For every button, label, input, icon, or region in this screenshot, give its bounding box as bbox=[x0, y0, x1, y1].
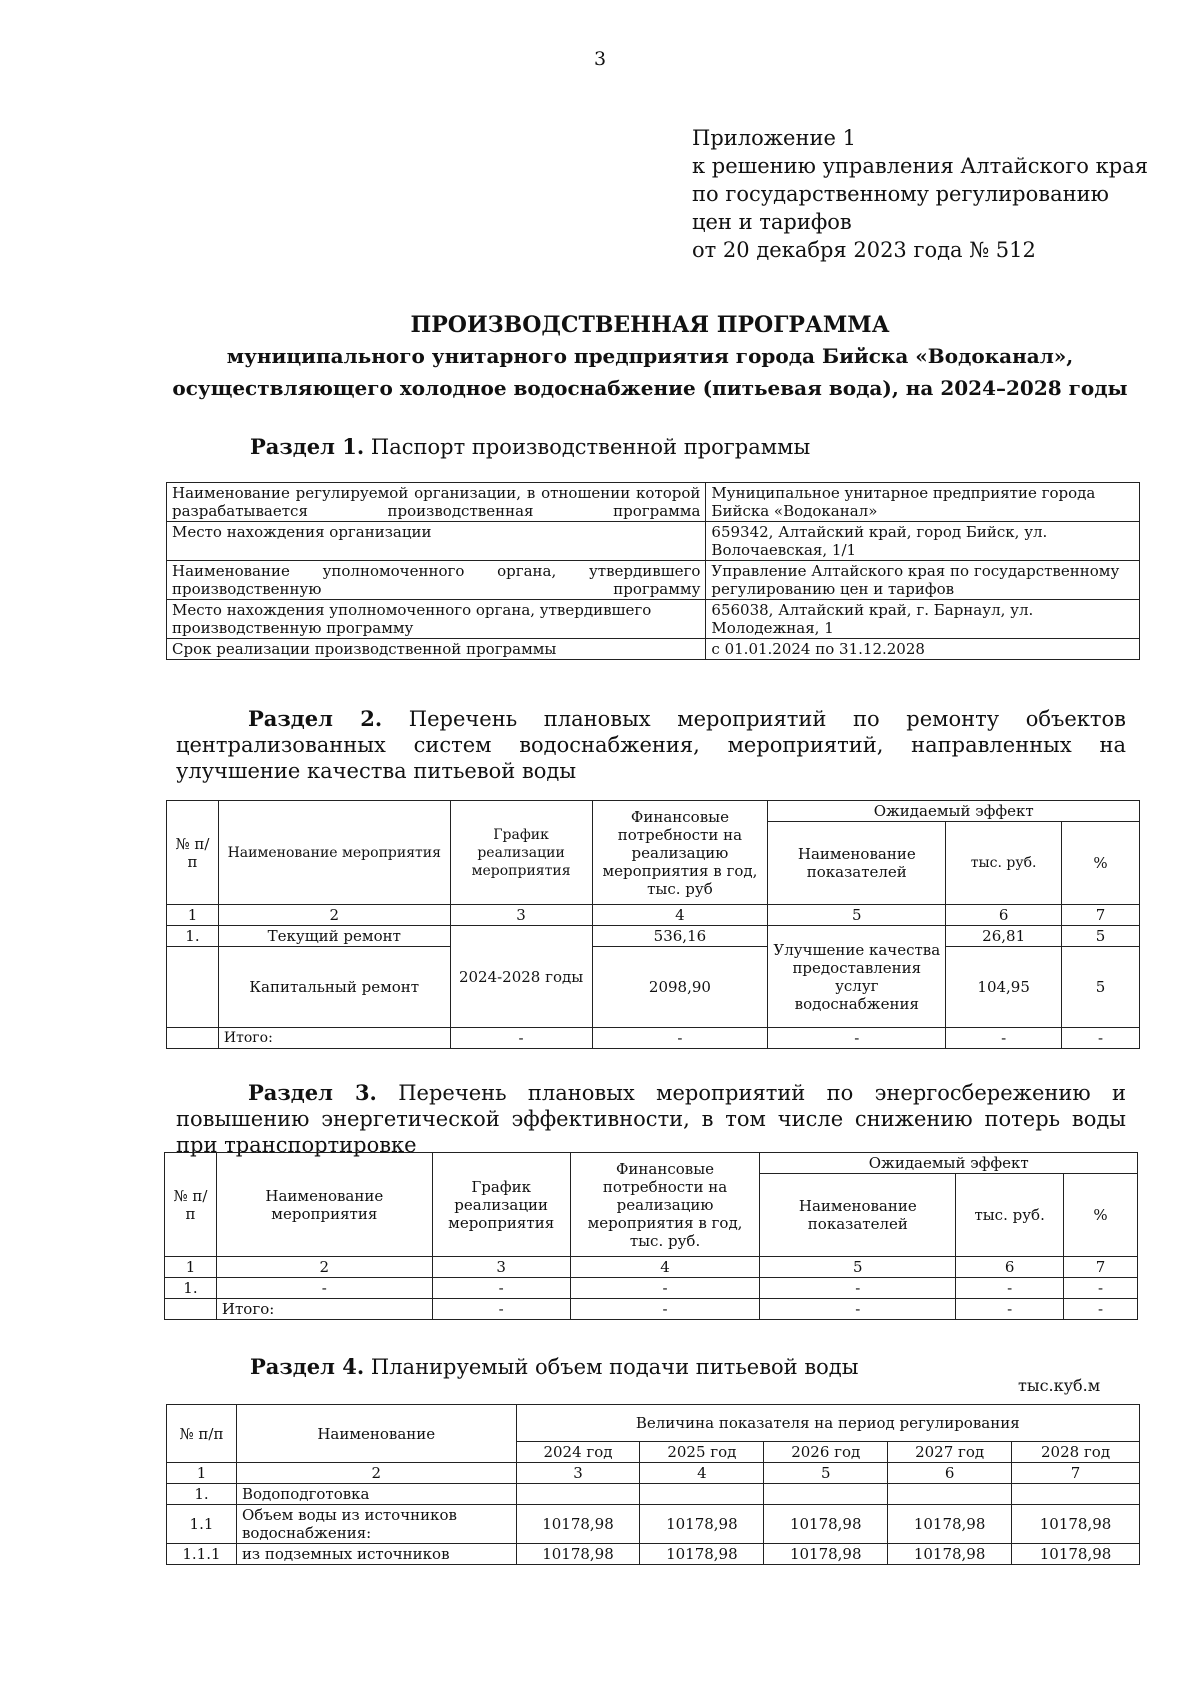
row-finance: - bbox=[570, 1278, 760, 1299]
header-name: Наименование мероприятия bbox=[218, 801, 450, 905]
header-year: 2026 год bbox=[764, 1442, 888, 1463]
section2-label: Раздел 2. bbox=[248, 706, 383, 731]
table-row bbox=[167, 639, 1140, 660]
header-num: № п/п bbox=[165, 1153, 217, 1257]
passport-key: Наименование регулируемой организации, в отношении которой разрабатывается производственная программа bbox=[167, 483, 706, 522]
table-row bbox=[167, 1505, 1140, 1544]
section1-label: Раздел 1. bbox=[250, 434, 365, 459]
header-effect: Ожидаемый эффект bbox=[768, 801, 1140, 822]
energy-measures-table bbox=[164, 1152, 1138, 1320]
appendix-block bbox=[692, 124, 1148, 264]
table-row bbox=[167, 947, 1140, 1028]
section3-text: Перечень плановых мероприятий по энергосбережению и повышению энергетической эффективности, в том числе снижению потерь воды при транспортировке bbox=[176, 1081, 1126, 1157]
row-value: 10178,98 bbox=[764, 1544, 888, 1565]
row-value bbox=[764, 1484, 888, 1505]
section1-heading bbox=[250, 434, 810, 460]
row-percent: 5 bbox=[1062, 947, 1140, 1028]
col-number: 4 bbox=[570, 1257, 760, 1278]
col-number: 2 bbox=[216, 1257, 432, 1278]
header-num: № п/п bbox=[167, 801, 219, 905]
repair-measures-table bbox=[166, 800, 1140, 1049]
appendix-line: по государственному регулированию bbox=[692, 182, 1109, 206]
passport-value: 656038, Алтайский край, г. Барнаул, ул. Молодежная, 1 bbox=[706, 600, 1140, 639]
table-header-row bbox=[165, 1153, 1138, 1174]
passport-value: Управление Алтайского края по государственному регулированию цен и тарифов bbox=[706, 561, 1140, 600]
row-name: Объем воды из источников водоснабжения: bbox=[236, 1505, 516, 1544]
row-thousand: - bbox=[956, 1278, 1064, 1299]
table-row bbox=[165, 1278, 1138, 1299]
total-percent: - bbox=[1062, 1028, 1140, 1049]
row-thousand: 26,81 bbox=[946, 926, 1062, 947]
row-value bbox=[888, 1484, 1012, 1505]
passport-value: Муниципальное унитарное предприятие города Бийска «Водоканал» bbox=[706, 483, 1140, 522]
row-percent: 5 bbox=[1062, 926, 1140, 947]
header-finance: Финансовые потребности на реализацию мероприятия в год, тыс. руб. bbox=[570, 1153, 760, 1257]
col-number: 3 bbox=[516, 1463, 640, 1484]
table-row bbox=[167, 1484, 1140, 1505]
appendix-line: Приложение 1 bbox=[692, 126, 856, 150]
col-number: 5 bbox=[768, 905, 946, 926]
col-number: 7 bbox=[1012, 1463, 1140, 1484]
passport-table bbox=[166, 482, 1140, 660]
header-name: Наименование bbox=[236, 1405, 516, 1463]
row-schedule: 2024-2028 годы bbox=[450, 926, 592, 1028]
row-value bbox=[1012, 1484, 1140, 1505]
table-header-row bbox=[167, 1405, 1140, 1442]
table-row bbox=[167, 483, 1140, 522]
row-num: 1. bbox=[167, 1484, 237, 1505]
row-indicator: Улучшение качества предоставления услуг водоснабжения bbox=[768, 926, 946, 1028]
row-num: 1.1.1 bbox=[167, 1544, 237, 1565]
col-number: 4 bbox=[640, 1463, 764, 1484]
header-schedule: График реализации мероприятия bbox=[450, 801, 592, 905]
table-row bbox=[167, 522, 1140, 561]
row-indicator: - bbox=[760, 1278, 956, 1299]
row-name: Капитальный ремонт bbox=[218, 947, 450, 1028]
total-thousand: - bbox=[956, 1299, 1064, 1320]
row-finance: 536,16 bbox=[592, 926, 768, 947]
row-value bbox=[640, 1484, 764, 1505]
water-supply-volume-table bbox=[166, 1404, 1140, 1565]
passport-key: Место нахождения уполномоченного органа, утвердившего производственную программу bbox=[167, 600, 706, 639]
total-schedule: - bbox=[450, 1028, 592, 1049]
row-percent: - bbox=[1064, 1278, 1138, 1299]
section2-text: Перечень плановых мероприятий по ремонту объектов централизованных систем водоснабжения, мероприятий, направленных на улучшение качества питьевой воды bbox=[176, 707, 1126, 783]
row-value: 10178,98 bbox=[516, 1544, 640, 1565]
column-number-row bbox=[167, 905, 1140, 926]
col-number: 5 bbox=[764, 1463, 888, 1484]
header-period: Величина показателя на период регулирования bbox=[516, 1405, 1139, 1442]
table-row bbox=[167, 561, 1140, 600]
section4-heading bbox=[250, 1354, 858, 1380]
title-line-2: муниципального унитарного предприятия города Бийска «Водоканал», bbox=[226, 344, 1074, 368]
total-indicator: - bbox=[760, 1299, 956, 1320]
row-num: 1. bbox=[165, 1278, 217, 1299]
header-percent: % bbox=[1062, 822, 1140, 905]
row-name: из подземных источников bbox=[236, 1544, 516, 1565]
total-num bbox=[167, 1028, 219, 1049]
col-number: 7 bbox=[1064, 1257, 1138, 1278]
row-value: 10178,98 bbox=[516, 1505, 640, 1544]
document-title bbox=[120, 310, 1180, 404]
header-thousand: тыс. руб. bbox=[946, 822, 1062, 905]
row-name: - bbox=[216, 1278, 432, 1299]
section2-heading bbox=[176, 706, 1126, 784]
section4-text: Планируемый объем подачи питьевой воды bbox=[370, 1355, 859, 1379]
row-name: Водоподготовка bbox=[236, 1484, 516, 1505]
unit-label: тыс.куб.м bbox=[1018, 1376, 1101, 1395]
section4-label: Раздел 4. bbox=[250, 1354, 365, 1379]
table-row bbox=[167, 926, 1140, 947]
row-value: 10178,98 bbox=[640, 1505, 764, 1544]
col-number: 6 bbox=[946, 905, 1062, 926]
row-num: 1.1 bbox=[167, 1505, 237, 1544]
header-schedule: График реализации мероприятия bbox=[432, 1153, 570, 1257]
header-name: Наименование мероприятия bbox=[216, 1153, 432, 1257]
section3-label: Раздел 3. bbox=[248, 1080, 377, 1105]
header-year: 2024 год bbox=[516, 1442, 640, 1463]
col-number: 5 bbox=[760, 1257, 956, 1278]
total-finance: - bbox=[592, 1028, 768, 1049]
table-header-row bbox=[167, 801, 1140, 822]
header-effect: Ожидаемый эффект bbox=[760, 1153, 1138, 1174]
row-thousand: 104,95 bbox=[946, 947, 1062, 1028]
header-year: 2027 год bbox=[888, 1442, 1012, 1463]
total-label: Итого: bbox=[218, 1028, 450, 1049]
table-row bbox=[167, 1544, 1140, 1565]
header-percent: % bbox=[1064, 1174, 1138, 1257]
col-number: 2 bbox=[236, 1463, 516, 1484]
col-number: 1 bbox=[165, 1257, 217, 1278]
row-value: 10178,98 bbox=[1012, 1505, 1140, 1544]
total-percent: - bbox=[1064, 1299, 1138, 1320]
header-finance: Финансовые потребности на реализацию мероприятия в год, тыс. руб bbox=[592, 801, 768, 905]
col-number: 6 bbox=[956, 1257, 1064, 1278]
total-thousand: - bbox=[946, 1028, 1062, 1049]
total-schedule: - bbox=[432, 1299, 570, 1320]
col-number: 1 bbox=[167, 905, 219, 926]
total-finance: - bbox=[570, 1299, 760, 1320]
row-value: 10178,98 bbox=[1012, 1544, 1140, 1565]
row-value bbox=[516, 1484, 640, 1505]
row-value: 10178,98 bbox=[888, 1544, 1012, 1565]
row-value: 10178,98 bbox=[640, 1544, 764, 1565]
row-num bbox=[167, 947, 219, 1028]
col-number: 6 bbox=[888, 1463, 1012, 1484]
row-num: 1. bbox=[167, 926, 219, 947]
total-indicator: - bbox=[768, 1028, 946, 1049]
header-thousand: тыс. руб. bbox=[956, 1174, 1064, 1257]
table-row bbox=[167, 600, 1140, 639]
passport-key: Срок реализации производственной программы bbox=[167, 639, 706, 660]
total-num bbox=[165, 1299, 217, 1320]
row-schedule: - bbox=[432, 1278, 570, 1299]
page-number: 3 bbox=[593, 48, 607, 70]
appendix-line: от 20 декабря 2023 года № 512 bbox=[692, 238, 1036, 262]
passport-key: Место нахождения организации bbox=[167, 522, 706, 561]
col-number: 3 bbox=[450, 905, 592, 926]
row-finance: 2098,90 bbox=[592, 947, 768, 1028]
appendix-line: к решению управления Алтайского края bbox=[692, 154, 1148, 178]
appendix-line: цен и тарифов bbox=[692, 210, 852, 234]
title-line-1: ПРОИЗВОДСТВЕННАЯ ПРОГРАММА bbox=[410, 312, 890, 338]
section3-heading bbox=[176, 1080, 1126, 1158]
column-number-row bbox=[167, 1463, 1140, 1484]
row-value: 10178,98 bbox=[888, 1505, 1012, 1544]
col-number: 3 bbox=[432, 1257, 570, 1278]
header-indicator: Наименование показателей bbox=[768, 822, 946, 905]
passport-value: с 01.01.2024 по 31.12.2028 bbox=[706, 639, 1140, 660]
header-year: 2028 год bbox=[1012, 1442, 1140, 1463]
title-line-3: осуществляющего холодное водоснабжение (питьевая вода), на 2024–2028 годы bbox=[172, 376, 1128, 400]
header-num: № п/п bbox=[167, 1405, 237, 1463]
col-number: 7 bbox=[1062, 905, 1140, 926]
col-number: 4 bbox=[592, 905, 768, 926]
table-total-row bbox=[167, 1028, 1140, 1049]
table-total-row bbox=[165, 1299, 1138, 1320]
header-year: 2025 год bbox=[640, 1442, 764, 1463]
total-label: Итого: bbox=[216, 1299, 432, 1320]
section1-text: Паспорт производственной программы bbox=[370, 435, 811, 459]
passport-value: 659342, Алтайский край, город Бийск, ул. Волочаевская, 1/1 bbox=[706, 522, 1140, 561]
row-name: Текущий ремонт bbox=[218, 926, 450, 947]
passport-key: Наименование уполномоченного органа, утвердившего производственную программу bbox=[167, 561, 706, 600]
column-number-row bbox=[165, 1257, 1138, 1278]
header-indicator: Наименование показателей bbox=[760, 1174, 956, 1257]
col-number: 1 bbox=[167, 1463, 237, 1484]
col-number: 2 bbox=[218, 905, 450, 926]
row-value: 10178,98 bbox=[764, 1505, 888, 1544]
